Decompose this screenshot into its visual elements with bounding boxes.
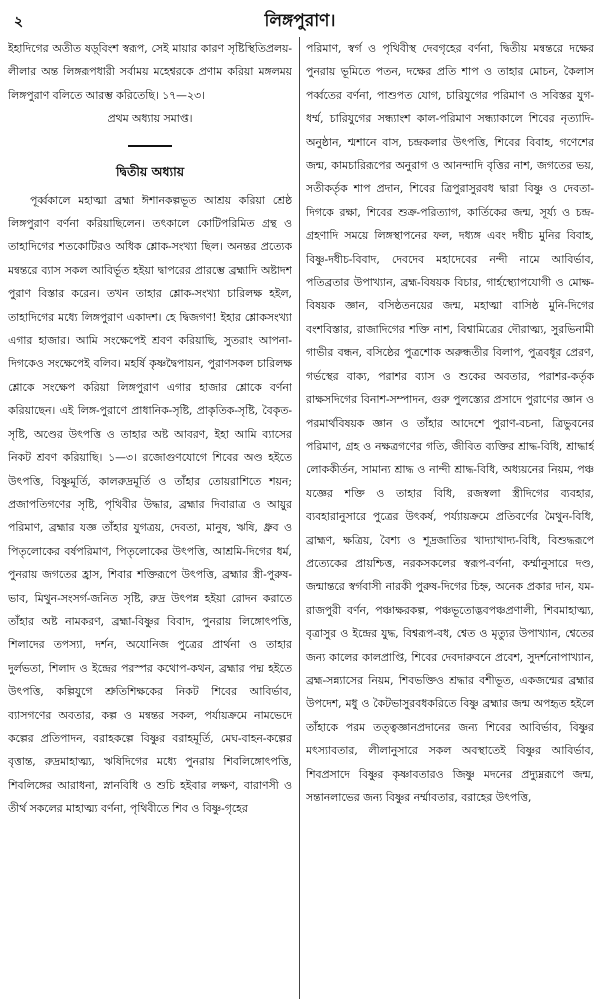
chapter-body-paragraph: পূর্ব্বকালে মহাত্মা ব্রহ্মা ঈশানকল্পভূত আশ্রয় করিয়া শ্রেষ্ঠ লিঙ্গপুরাণ বর্ণনা করিয়াছিলেন। তৎকালে কোটিপরিমিত গ্রন্থ ও তাহাদিগের শতকোটিরও অধিক শ্লোক-সংখ্যা ছিল। অনন্তর প্রত্যেক মন্বন্তরে ব্যাস সকল আবির্ভূত হইয়া দ্বাপরের প্রারম্ভে ব্রহ্মাদি অষ্টাদশ পুরাণ বিস্তার করেন। তখন তাহার শ্লোক-সংখ্যা চারিলক্ষ হইল, তাহাদিগের মধ্যে লিঙ্গপুরাণ একাদশ। হে দ্বিজগণ! ইহার শ্লোকসংখ্যা এগার হাজার। আমি সংক্ষেপেই শ্রবণ করিয়াছি, সুতরাং আপনা-দিগকেও সংক্ষেপেই বলিব। মহর্ষি কৃষ্ণদ্বৈপায়ন, পুরাণসকল চারিলক্ষ শ্লোকে সংক্ষেপ করিয়া লিঙ্গপুরাণ এগার হাজার শ্লোকে বর্ণনা করিয়াছেন। এই লিঙ্গ-পুরাণে প্রাধানিক-সৃষ্টি, প্রাকৃতিক-সৃষ্টি, বৈকৃত-সৃষ্টি, অণ্ডের উৎপত্তি ও তাহার অষ্ট আবরণ, ইহা আমি ব্যাসের নিকট শ্রবণ করিয়াছি। ১—৩। রজোগুণযোগে শিবের অণ্ড হইতে উৎপত্তি, বিষ্ণুমূর্তি, কালরুদ্রমূর্তি ও তাঁহার তোয়রাশিতে শয়ন; প্রজাপতিগণের সৃষ্টি, পৃথিবীর উদ্ধার, ব্রহ্মার দিবারাত্র ও আয়ুর পরিমাণ, ব্রহ্মার যজ্ঞ তাঁহার যুগত্রয়, দেবতা, মানুষ, ঋষি, ধ্রুব ও পিতৃলোকের বর্ষপরিমাণ, পিতৃলোকের উৎপত্তি, আশ্রমি-দিগের ধর্ম, পুনরায় জগতের হ্রাস, শিবার শক্তিরূপে উৎপত্তি, ব্রহ্মার স্ত্রী-পুরুষ-ভাব, মিথুন-সংসর্গ-জনিত সৃষ্টি, রুদ্র উৎপন্ন হইয়া রোদন করাতে তাঁহার অষ্ট নামকরণ, ব্রহ্মা-বিষ্ণুর বিবাদ, পুনরায় লিঙ্গোৎপত্তি, শিলাদের তপস্যা, দর্শন, অযোনিজ পুত্রের প্রার্থনা ও তাহার দুর্লভতা, শিলাদ ও ইন্দ্রের পরস্পর কথোপ-কথন, ব্রহ্মার পদ্ম হইতে উৎপত্তি, কল্পিযুগে শ্রুতিশিক্ষকের নিকট শিবের আবির্ভাব, ব্যাসগণের অবতার, কল্প ও মন্বন্তর সকল, পর্যায়ক্রমে নামভেদে কল্পের প্রতিপাদন, বরাহকল্পে বিষ্ণুর বরাহমূর্তি, মেঘ-বাহন-কল্পের বৃত্তান্ত, রুদ্রমাহাত্ম্য, ঋষিদিগের মধ্যে পুনরায় শিবলিঙ্গোৎপত্তি, শিবলিঙ্গের আরাধনা, স্নানবিধি ও শুচি হইবার লক্ষণ, বারাণসী ও তীর্থ সকলের মাহাত্ম্য বর্ণনা, পৃথিবীতে শিব ও বিষ্ণু-গৃহের: [8, 193, 292, 816]
page-header: [0, 6, 600, 34]
right-column-paragraph: পরিমাণ, স্বর্গ ও পৃথিবীস্থ দেবগৃহের বর্ণনা, দ্বিতীয় মন্বন্তরে দক্ষের পুনরায় ভূমিতে পতন, দক্ষের প্রতি শাপ ও তাহার মোচন, কৈলাস পর্ব্বতের বর্ণনা, পাশুপত যোগ, চারিযুগের পরিমাণ ও সবিস্তর যুগ-ধর্ম্ম, চারিযুগের সন্ধ্যাংশ কাল-পরিমাণ সন্ধ্যাকালে শিবের নৃত্যাদি-অনুষ্ঠান, শ্মশানে বাস, চন্দ্রকলার উৎপত্তি, শিবের বিবাহ, গণেশের জন্ম, কামচারিরূপের অনুরাগ ও আনন্দাদি বৃত্তির নাশ, জগতের ভয়, সতীকর্তৃক শাপ প্রদান, শিবের ত্রিপুরাসুরবধ দ্বারা বিষ্ণু ও দেবতা-দিগকে রক্ষা, শিবের শুক্র-পরিত্যাগ, কার্তিকের জন্ম, সূর্য্য ও চন্দ্র-গ্রহণাদি সময়ে লিঙ্গস্থাপনের ফল, দধ্যঙ্গ এবং দধীচ মুনির বিবাহ, বিষ্ণু-দধীচ-বিবাদ, দেবদেব মহাদেবের নন্দী নামে আবির্ভাব, পতিব্রতার উপাখ্যান, ব্রহ্ম-বিষয়ক বিচার, গার্হস্থ্যোপযোগী ও মোক্ষ-বিষয়ক জ্ঞান, বসিষ্ঠতনয়ের জন্ম, মহাত্মা বাসিষ্ঠ মুনি-দিগের বংশবিস্তার, রাজাদিগের শক্তি নাশ, বিশ্বামিত্রের দৌরাত্ম্য, সুরভিনামী গাভীর বন্ধন, বসিষ্ঠের পুত্রশোক অরুন্ধতীর বিলাপ, পুত্রবধূর প্রেরণ, গর্ভস্থের বাক্য, পরাশর ব্যাস ও শুকের অবতার, পরাশর-কর্তৃক রাক্ষসদিগের বিনাশ-সম্পাদন, গুরু পুলস্ত্যের প্রসাদে পুরাণের জ্ঞান ও পরমার্থবিষয়ক জ্ঞান ও তাঁহার আদেশে পুরাণ-বচনা, ত্রিভুবনের পরিমাণ, গ্রহ ও নক্ষত্রগণের গতি, জীবিত ব্যক্তির শ্রাদ্ধ-বিধি, শ্রাদ্ধার্হ লোককীর্তন, সামান্য শ্রাদ্ধ ও নান্দী শ্রাদ্ধ-বিধি, অধ্যয়নের নিয়ম, পঞ্চ যজ্ঞের শক্তি ও তাহার বিধি, রজস্বলা স্ত্রীদিগের ব্যবহার, ব্যবহারানুসারে পুত্রের উৎকর্ষ, পর্য্যায়ক্রমে প্রতিবর্ণের মৈথুন-বিধি, ব্রাহ্মণ, ক্ষত্রিয়, বৈশ্য ও শূদ্রজাতির খাদ্যাখাদ্য-বিধি, বিশুদ্ধরূপে প্রত্যেকের প্রায়শ্চিত্ত, নরকসকলের স্বরূপ-বর্ণনা, কর্ম্মানুসারে দণ্ড, জন্মান্তরে স্বর্গবাসী নারকী পুরুষ-দিগের চিহ্ন, অনেক প্রকার দান, যম-রাজপুরী বর্ণন, পঞ্চাক্ষরকল্প, পঞ্চভূতোদ্ভবপঞ্চপ্রণালী, শিবমাহাত্ম্য, বৃত্রাসুর ও ইন্দ্রের যুদ্ধ, বিশ্বরূপ-বধ, শ্বেত ও মৃত্যুর উপাখ্যান, শ্বেতের জন্য কালের কালপ্রাপ্তি, শিবের দেবদারুবনে প্রবেশ, সুদর্শনোপাখ্যান, ব্রহ্ম-সন্ন্যাসের নিয়ম, শিবভক্তিও শ্রদ্ধার বশীভূত, একজন্মের ব্রহ্মার উপদেশ, মধু ও কৈটভাসুরবধকরিতে বিষ্ণু ব্রহ্মার জন্ম অপহৃত হইলে তাঁহাকে পরম তত্ত্বজ্ঞানপ্রদানের জন্য শিবের আবির্ভাব, বিষ্ণুর মৎস্যাবতার, লীলানুসারে সকল অবস্থাতেই বিষ্ণুর আবির্ভাব, শিবপ্রসাদে বিষ্ণুর কৃষ্ণাবতারও জিষ্ণু মদনের প্রদ্যুম্নরূপে জন্ম, সন্তানলাভের জন্য বিষ্ণুর নর্ম্মাবতার, বরাহের উৎপত্তি,: [306, 42, 594, 804]
page-number: ২: [14, 14, 24, 30]
right-column: [306, 37, 594, 999]
chapter-heading: দ্বিতীয় অধ্যায়: [115, 163, 185, 179]
intro-paragraph: ইহাদিগের অতীত ষড়্‌বিংশ স্বরূপ, সেই মায়ার কারণ সৃষ্টিস্থিতিপ্রলয়-লীলার অন্ত লিঙ্গরূপধারী সর্বাময় মহেশ্বরকে প্রণাম করিয়া মঙ্গলময় লিঙ্গপুরাণ বলিতে আরম্ভ করিতেছি। ১৭—২৩।: [8, 42, 292, 102]
left-column: [8, 37, 292, 999]
chapter-end-note: প্রথম অধ্যায় সমাপ্ত।: [107, 112, 193, 126]
column-divider: [299, 37, 300, 999]
running-title: লিঙ্গপুরাণ।: [264, 11, 336, 31]
section-divider: [128, 145, 172, 147]
